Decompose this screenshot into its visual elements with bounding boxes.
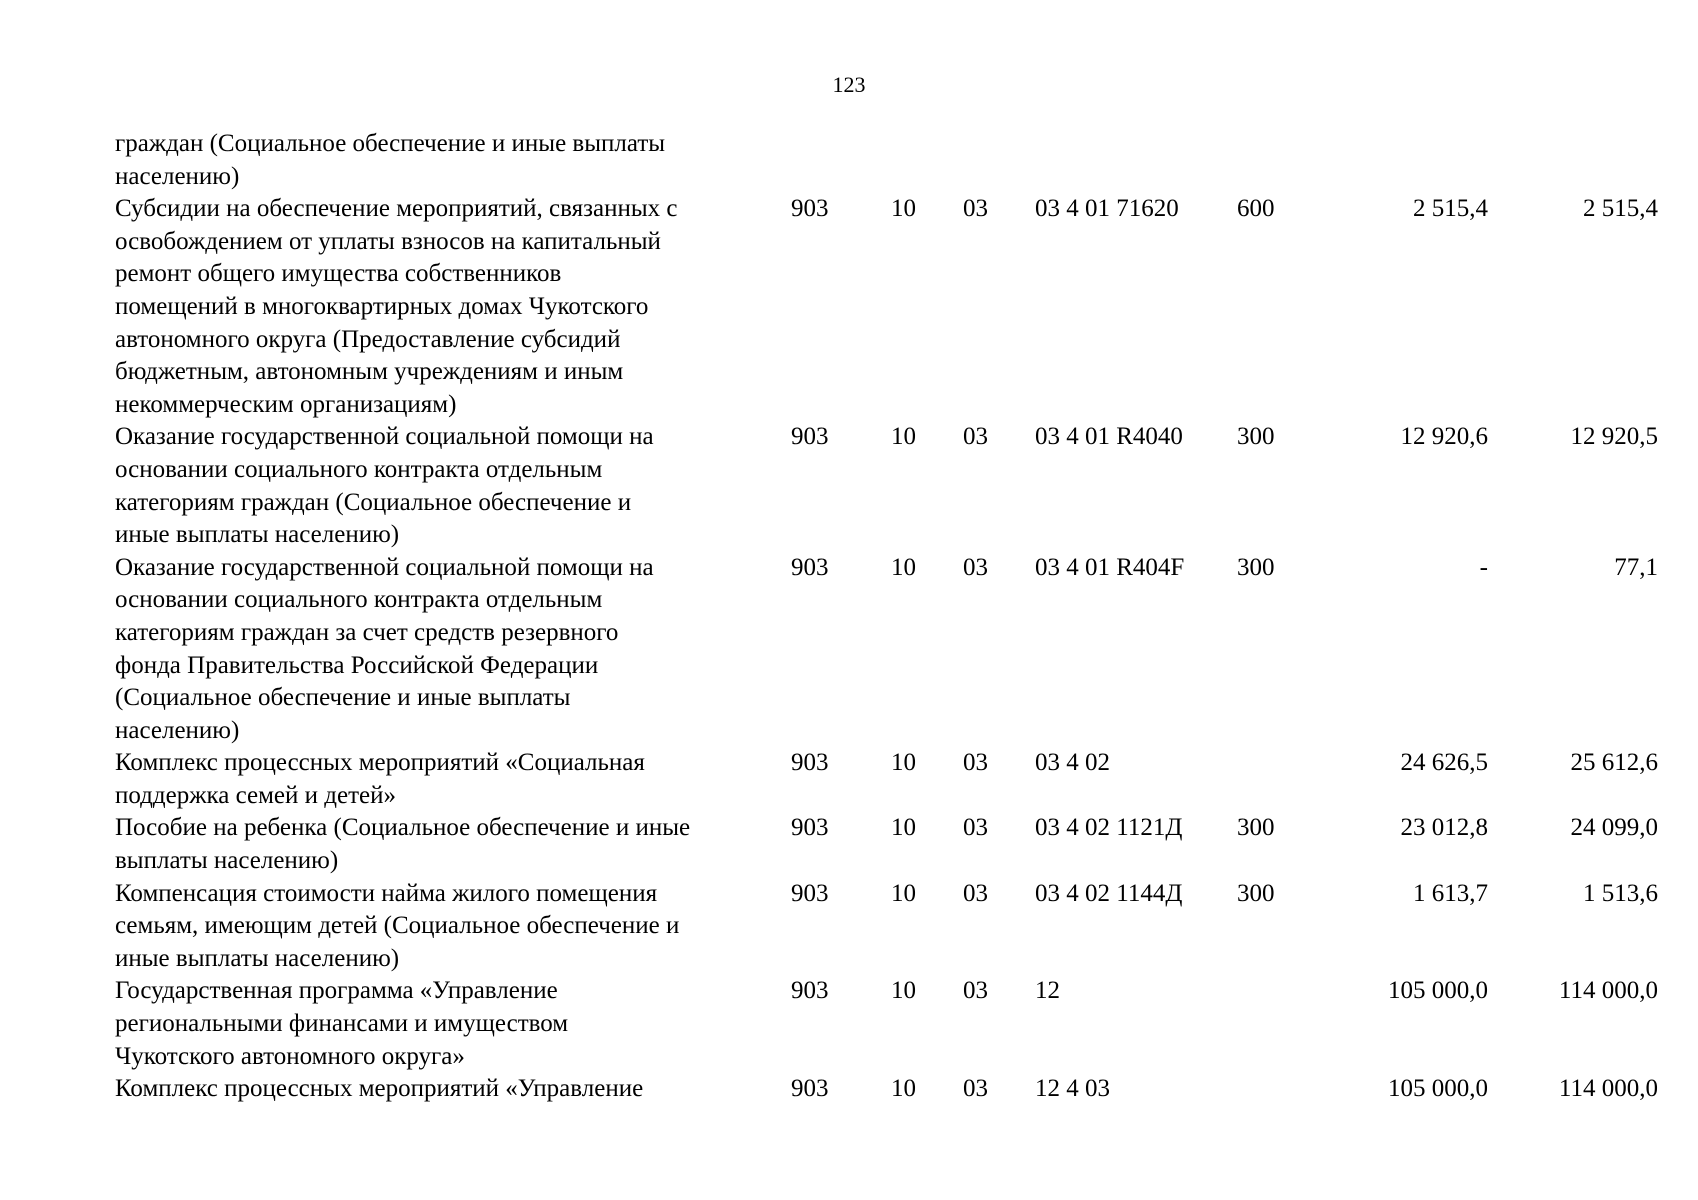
item-name-cell xyxy=(115,975,795,1073)
item-name-line: региональными финансами и имуществом xyxy=(115,1010,569,1038)
item-name-line: поддержка семей и детей» xyxy=(115,781,396,809)
section-code-cell: 10 xyxy=(891,1075,916,1103)
item-name-line: некоммерческим организациям) xyxy=(115,390,457,418)
section-code-cell: 10 xyxy=(891,814,916,842)
item-name-cell xyxy=(115,552,795,748)
amount-year2-cell: 114 000,0 xyxy=(1558,977,1658,1005)
expense-type-code-cell: 300 xyxy=(1237,814,1275,842)
amount-year1-cell: 23 012,8 xyxy=(1400,814,1488,842)
table-row xyxy=(0,421,1698,551)
section-code-cell: 10 xyxy=(891,553,916,581)
item-name-line: автономного округа (Предоставление субсидий xyxy=(115,325,621,353)
expense-type-code-cell: 300 xyxy=(1237,553,1275,581)
item-name-line: Пособие на ребенка (Социальное обеспечение и иные xyxy=(115,814,691,842)
item-name-line: Оказание государственной социальной помощи на xyxy=(115,553,654,581)
item-name-line: Чукотского автономного округа» xyxy=(115,1042,465,1070)
item-name-line: населению) xyxy=(115,162,240,190)
subsection-code-cell: 03 xyxy=(963,553,988,581)
item-name-line: Комплекс процессных мероприятий «Социальная xyxy=(115,749,645,777)
item-name-line: категориям граждан (Социальное обеспечение и xyxy=(115,488,632,516)
item-name-cell xyxy=(115,747,795,812)
amount-year1-cell: 105 000,0 xyxy=(1388,1075,1488,1103)
subsection-code-cell: 03 xyxy=(963,1075,988,1103)
amount-year1-cell: 12 920,6 xyxy=(1400,423,1488,451)
item-name-line: Комплекс процессных мероприятий «Управление xyxy=(115,1075,644,1103)
amount-year2-cell: 77,1 xyxy=(1614,553,1658,581)
section-code-cell: 10 xyxy=(891,879,916,907)
target-article-code-cell: 12 4 03 xyxy=(1035,1075,1110,1103)
expense-type-code-cell: 300 xyxy=(1237,423,1275,451)
target-article-code-cell: 12 xyxy=(1035,977,1060,1005)
section-code-cell: 10 xyxy=(891,195,916,223)
item-name-line: граждан (Социальное обеспечение и иные выплаты xyxy=(115,130,666,157)
department-code-cell: 903 xyxy=(791,423,829,451)
item-name-line: выплаты населению) xyxy=(115,847,339,875)
item-name-line: бюджетным, автономным учреждениям и иным xyxy=(115,358,624,386)
item-name-line: освобождением от уплаты взносов на капитальный xyxy=(115,227,661,255)
budget-table xyxy=(0,128,1698,1106)
subsection-code-cell: 03 xyxy=(963,749,988,777)
amount-year1-cell: - xyxy=(1479,553,1488,581)
amount-year2-cell: 1 513,6 xyxy=(1583,879,1658,907)
section-code-cell: 10 xyxy=(891,423,916,451)
item-name-line: фонда Правительства Российской Федерации xyxy=(115,651,599,679)
item-name-line: Государственная программа «Управление xyxy=(115,977,558,1005)
expense-type-code-cell: 600 xyxy=(1237,195,1275,223)
item-name-cell xyxy=(115,193,795,421)
expense-type-code-cell: 300 xyxy=(1237,879,1275,907)
item-name-line: населению) xyxy=(115,716,240,744)
item-name-line: Оказание государственной социальной помощи на xyxy=(115,423,654,451)
amount-year1-cell: 105 000,0 xyxy=(1388,977,1488,1005)
department-code-cell: 903 xyxy=(791,195,829,223)
amount-year2-cell: 2 515,4 xyxy=(1583,195,1658,223)
item-name-line: категориям граждан за счет средств резервного xyxy=(115,618,619,646)
item-name-line: Компенсация стоимости найма жилого помещения xyxy=(115,879,658,907)
item-name-line: Субсидии на обеспечение мероприятий, связанных с xyxy=(115,195,678,223)
subsection-code-cell: 03 xyxy=(963,977,988,1005)
table-row xyxy=(0,1073,1698,1106)
item-name-cell xyxy=(115,878,795,976)
item-name-line: ремонт общего имущества собственников xyxy=(115,260,562,288)
department-code-cell: 903 xyxy=(791,749,829,777)
target-article-code-cell: 03 4 01 R404F xyxy=(1035,553,1185,581)
item-name-cell xyxy=(115,812,795,877)
amount-year1-cell: 24 626,5 xyxy=(1400,749,1488,777)
item-name-line: основании социального контракта отдельным xyxy=(115,455,603,483)
item-name-cell xyxy=(115,1073,795,1106)
item-name-cell xyxy=(115,421,795,551)
target-article-code-cell: 03 4 02 1121Д xyxy=(1035,814,1183,842)
table-row xyxy=(0,975,1698,1073)
target-article-code-cell: 03 4 02 1144Д xyxy=(1035,879,1183,907)
target-article-code-cell: 03 4 01 71620 xyxy=(1035,195,1179,223)
table-row xyxy=(0,552,1698,748)
amount-year2-cell: 12 920,5 xyxy=(1570,423,1658,451)
table-row xyxy=(0,878,1698,976)
department-code-cell: 903 xyxy=(791,879,829,907)
item-name-line: иные выплаты населению) xyxy=(115,944,400,972)
subsection-code-cell: 03 xyxy=(963,195,988,223)
subsection-code-cell: 03 xyxy=(963,814,988,842)
item-name-cell xyxy=(115,128,795,193)
amount-year1-cell: 2 515,4 xyxy=(1413,195,1488,223)
table-row xyxy=(0,193,1698,421)
subsection-code-cell: 03 xyxy=(963,879,988,907)
target-article-code-cell: 03 4 01 R4040 xyxy=(1035,423,1183,451)
target-article-code-cell: 03 4 02 xyxy=(1035,749,1110,777)
table-row xyxy=(0,128,1698,193)
page-number: 123 xyxy=(832,72,866,97)
section-code-cell: 10 xyxy=(891,977,916,1005)
department-code-cell: 903 xyxy=(791,553,829,581)
item-name-line: иные выплаты населению) xyxy=(115,521,400,549)
subsection-code-cell: 03 xyxy=(963,423,988,451)
amount-year2-cell: 24 099,0 xyxy=(1570,814,1658,842)
table-row xyxy=(0,747,1698,812)
table-row xyxy=(0,812,1698,877)
amount-year2-cell: 25 612,6 xyxy=(1570,749,1658,777)
amount-year1-cell: 1 613,7 xyxy=(1413,879,1488,907)
item-name-line: основании социального контракта отдельным xyxy=(115,586,603,614)
item-name-line: помещений в многоквартирных домах Чукотского xyxy=(115,292,649,320)
amount-year2-cell: 114 000,0 xyxy=(1558,1075,1658,1103)
department-code-cell: 903 xyxy=(791,1075,829,1103)
item-name-line: семьям, имеющим детей (Социальное обеспечение и xyxy=(115,912,680,940)
item-name-line: (Социальное обеспечение и иные выплаты xyxy=(115,684,571,712)
department-code-cell: 903 xyxy=(791,977,829,1005)
section-code-cell: 10 xyxy=(891,749,916,777)
department-code-cell: 903 xyxy=(791,814,829,842)
